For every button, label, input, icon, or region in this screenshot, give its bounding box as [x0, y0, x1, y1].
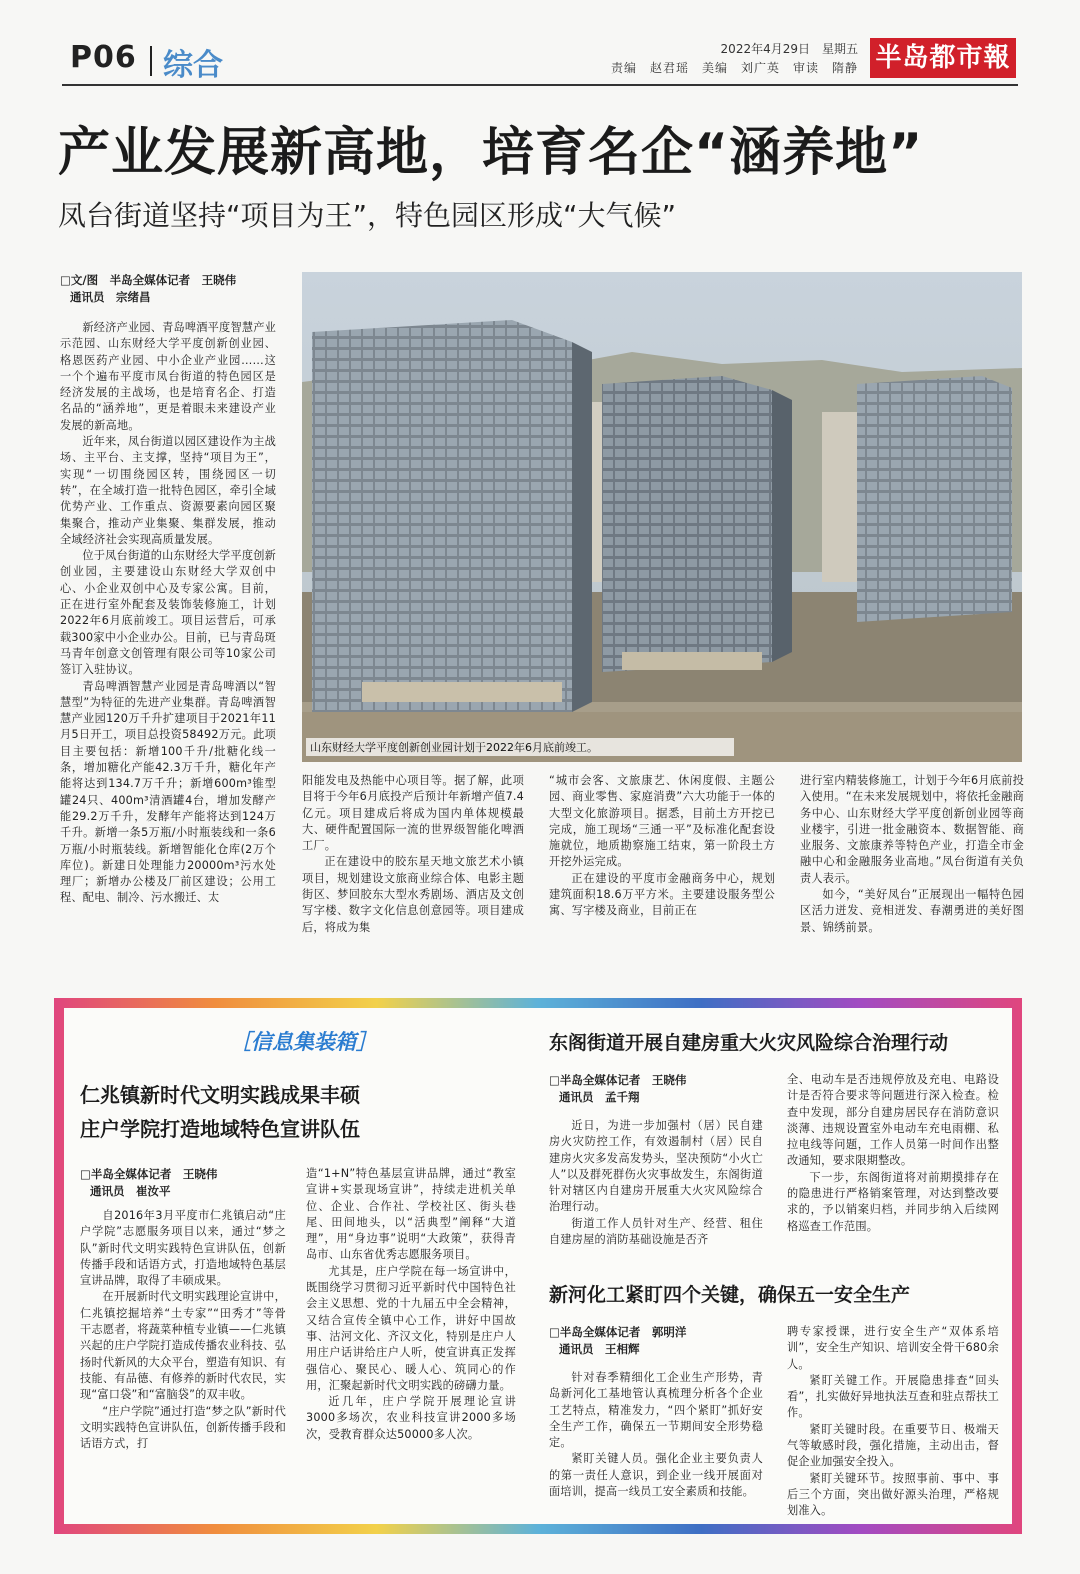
story3-column-1 — [549, 1324, 763, 1500]
paragraph: 紧盯关键时段。在重要节日、极端天气等敏感时段，强化措施，主动出击，督促企业加强安全投入。 — [787, 1422, 999, 1469]
paragraph: 近年来，凤台街道以园区建设作为主战场、主平台、主支撑，坚持“项目为王”，实现“一切围绕园区转，围绕园区一切转”，在全域打造一批特色园区，牵引全域优势产业、工作重点、资源要素向园区聚集聚合，推动产业集聚、集群发展，推动全域经济社会实现高质量发展。 — [60, 435, 276, 546]
paragraph: 在开展新时代文明实践理论宣讲中，仁兆镇挖掘培养“土专家”“田秀才”等骨干志愿者，将蔬菜种植专业镇——仁兆镇兴起的庄户学院打造成传播农业科技、弘扬时代新风的大众平台，塑造有知识、有技能、有品德、有修养的新时代农民，实现“富口袋”和“富脑袋”的双丰收。 — [80, 1290, 286, 1402]
byline-secondary: 通讯员 宗绪昌 — [70, 290, 151, 304]
paragraph: 街道工作人员针对生产、经营、租住自建房屋的消防基础设施是否齐 — [549, 1216, 763, 1247]
paragraph: 下一步，东阁街道将对前期摸排存在的隐患进行严格销案管理，对达到整改要求的，予以销案归档，并同步纳入后续网格巡查工作范围。 — [787, 1170, 999, 1233]
photo-illustration — [302, 272, 1022, 762]
editor-credits: 责编 赵君瑶 美编 刘广英 审读 隋静 — [610, 61, 858, 75]
byline: □半岛全媒体记者 王晓伟 — [549, 1073, 687, 1087]
paragraph: “庄户学院”通过打造“梦之队”新时代文明实践特色宣讲队伍，创新传播手段和话语方式，打 — [80, 1404, 286, 1451]
paragraph: 近日，为进一步加强村（居）民自建房火灾防控工作，有效遏制村（居）民自建房火灾多发高发势头，坚决预防“小火亡人”以及群死群伤火灾事故发生，东阁街道针对辖区内自建房开展重大火灾风险综合治理行动。 — [549, 1119, 763, 1214]
info-box-tag: ［信息集装箱］ — [230, 1030, 377, 1054]
paragraph: 近几年，庄户学院开展理论宣讲3000多场次，农业科技宣讲2000多场次，受教育群众达50000多人次。 — [306, 1395, 516, 1441]
paragraph: 聘专家授课，进行安全生产“双体系培训”，安全生产知识、培训安全骨干680余人。 — [787, 1325, 999, 1371]
lead-column-1 — [60, 272, 276, 907]
paragraph: 紧盯关键环节。按照事前、事中、事后三个方面，突出做好源头治理，严格规划准入。 — [787, 1471, 999, 1518]
story1-column-1 — [80, 1166, 286, 1452]
paragraph: 紧盯关键人员。强化企业主要负责人的第一责任人意识，到企业一线开展面对面培训，提高一线员工安全素质和技能。 — [549, 1452, 763, 1499]
paragraph: 如今，“美好凤台”正展现出一幅特色园区活力迸发、竞相迸发、春潮勇进的美好图景、锦绣前景。 — [800, 888, 1024, 934]
story1-column-2 — [306, 1166, 516, 1443]
byline-secondary: 通讯员 王相辉 — [559, 1342, 640, 1356]
photo-caption: 山东财经大学平度创新创业园计划于2022年6月底前竣工。 — [306, 738, 734, 756]
story1-title-line1: 仁兆镇新时代文明实践成果丰硕 — [80, 1083, 360, 1107]
paragraph: 位于凤台街道的山东财经大学平度创新创业园，主要建设山东财经大学双创中心、小企业双创中心及专家公寓。目前，正在进行室外配套及装饰装修施工，计划2022年6月底前竣工。项目运营后，可承载300家中小企业办公。目前，已与青岛斑马青年创意文创管理有限公司等10家公司签订入驻协议。 — [60, 549, 276, 677]
paragraph: 正在建设的平度市金融商务中心，规划建筑面积18.6万平方米。主要建设服务型公寓、写字楼及商业，目前正在 — [549, 871, 775, 918]
subheadline: 凤台街道坚持“项目为王”，特色园区形成“大气候” — [58, 199, 677, 232]
paragraph: 正在建设中的胶东星天地文旅艺术小镇项目，规划建设文旅商业综合体、电影主题街区、梦回胶东大型水秀剧场、酒店及文创写字楼、数字文化信息创意园等。项目建成后，将成为集 — [302, 855, 524, 934]
story2-title: 东阁街道开展自建房重大火灾风险综合治理行动 — [549, 1032, 949, 1054]
newspaper-logo: 半岛都市報 — [870, 38, 1016, 78]
masthead-divider — [150, 46, 152, 76]
paragraph: 新经济产业园、青岛啤酒平度智慧产业示范园、山东财经大学平度创新创业园、格恩医药产业园、中小企业产业园……这一个个遍布平度市凤台街道的特色园区是经济发展的主战场，也是培育名企、打造名品的“涵养地”，更是着眼未来建设产业发展的新高地。 — [60, 321, 276, 432]
story2-column-1 — [549, 1072, 763, 1248]
paragraph: 紧盯关键工作。开展隐患排查“回头看”，扎实做好异地执法互查和驻点帮扶工作。 — [787, 1373, 999, 1420]
headline: 产业发展新高地，培育名企“涵养地” — [58, 123, 924, 183]
story1-title-line2: 庄户学院打造地域特色宣讲队伍 — [80, 1117, 360, 1141]
paragraph: 自2016年3月平度市仁兆镇启动“庄户学院”志愿服务项目以来，通过“梦之队”新时代文明实践特色宣讲队伍，创新传播手段和话语方式，打造地域特色基层宣讲品牌，取得了丰硕成果。 — [80, 1209, 286, 1288]
byline: □半岛全媒体记者 郭明洋 — [549, 1325, 687, 1339]
byline-secondary: 通讯员 孟千翔 — [559, 1090, 640, 1104]
lead-column-4 — [800, 773, 1024, 936]
byline-secondary: 通讯员 崔汝平 — [90, 1184, 171, 1198]
paragraph: 针对春季精细化工企业生产形势，青岛新河化工基地管认真梳理分析各个企业工艺特点，精准发力，“四个紧盯”抓好安全生产工作，确保五一节期间安全形势稳定。 — [549, 1371, 763, 1450]
byline: □半岛全媒体记者 王晓伟 — [80, 1167, 218, 1181]
news-photo — [302, 272, 1022, 762]
paragraph: 进行室内精装修施工，计划于今年6月底前投入使用。“在未来发展规划中，将依托金融商务中心、山东财经大学平度创新创业园等商业楼宇，引进一批金融资本、数据智能、商业服务、文旅康养等特色产业，打造全市金融中心和金融服务业高地。”凤台街道有关负责人表示。 — [800, 774, 1024, 885]
masthead-rule — [62, 84, 1018, 86]
page-number: P06 — [70, 40, 137, 75]
story3-title: 新河化工紧盯四个关键，确保五一安全生产 — [549, 1284, 911, 1306]
story2-column-2 — [787, 1072, 999, 1235]
paragraph: 阳能发电及热能中心项目等。据了解，此项目将于今年6月底投产后预计年新增产值7.4亿元。项目建成后将成为国内单体规模最大、硬件配置国际一流的世界级智能化啤酒工厂。 — [302, 774, 524, 853]
paragraph: “城市会客、文旅康艺、休闲度假、主题公园、商业零售、家庭消费”六大功能于一体的大型文化旅游项目。据悉，目前土方开挖已完成，施工现场“三通一平”及标准化配套设施就位，地质勘察施工结束，第一阶段土方开挖外运完成。 — [549, 774, 775, 869]
lead-column-3 — [549, 773, 775, 920]
paragraph: 全、电动车是否违规停放及充电、电路设计是否符合要求等问题进行深入检查。检查中发现，部分自建房居民存在消防意识淡薄、违规设置室外电动车充电雨棚、私拉电线等问题，工作人员第一时间作出整改通知，要求限期整改。 — [787, 1073, 999, 1168]
paragraph: 造“1+N”特色基层宣讲品牌，通过“教室宣讲+实景现场宣讲”，持续走进机关单位、企业、合作社、学校社区、街头巷尾、田间地头，以“活典型”阐释“大道理”，用“身边事”说明“大政策”，获得青岛市、山东省优秀志愿服务项目。 — [306, 1167, 516, 1262]
section-title: 综合 — [163, 48, 223, 83]
issue-date: 2022年4月29日 星期五 — [720, 42, 858, 56]
lead-column-2 — [302, 773, 524, 936]
byline: □文/图 半岛全媒体记者 王晓伟 — [60, 273, 237, 287]
story3-column-2 — [787, 1324, 999, 1520]
paragraph: 青岛啤酒智慧产业园是青岛啤酒以“智慧型”为特征的先进产业集群。青岛啤酒智慧产业园120万千升扩建项目于2021年11月5日开工，项目总投资58492万元。此项目主要包括：新增100千升/批糖化线一条，增加糖化产能42.3万千升，糖化年产能将达到134.7万千升；新增600m³锥型罐24只、400m³清酒罐4台，增加发酵产能29.2万千升，发酵年产能将达到124万千升。新增一条5万瓶/小时瓶装线和一条6万瓶/小时瓶装线。新增智能化仓库(2万个库位)。新建日处理能力20000m³污水处理厂；新增办公楼及厂前区建设；公用工程、配电、制冷、污水搬迁、太 — [60, 679, 276, 905]
paragraph: 尤其是，庄户学院在每一场宣讲中，既围绕学习贯彻习近平新时代中国特色社会主义思想、党的十九届五中全会精神，又结合宣传全镇中心工作，讲好中国故事、沽河文化、齐汉文化，特别是庄户人用庄户话讲给庄户人听，使宣讲真正发挥强信心、聚民心、暖人心、筑同心的作用，汇聚起新时代文明实践的磅礴力量。 — [306, 1264, 516, 1392]
